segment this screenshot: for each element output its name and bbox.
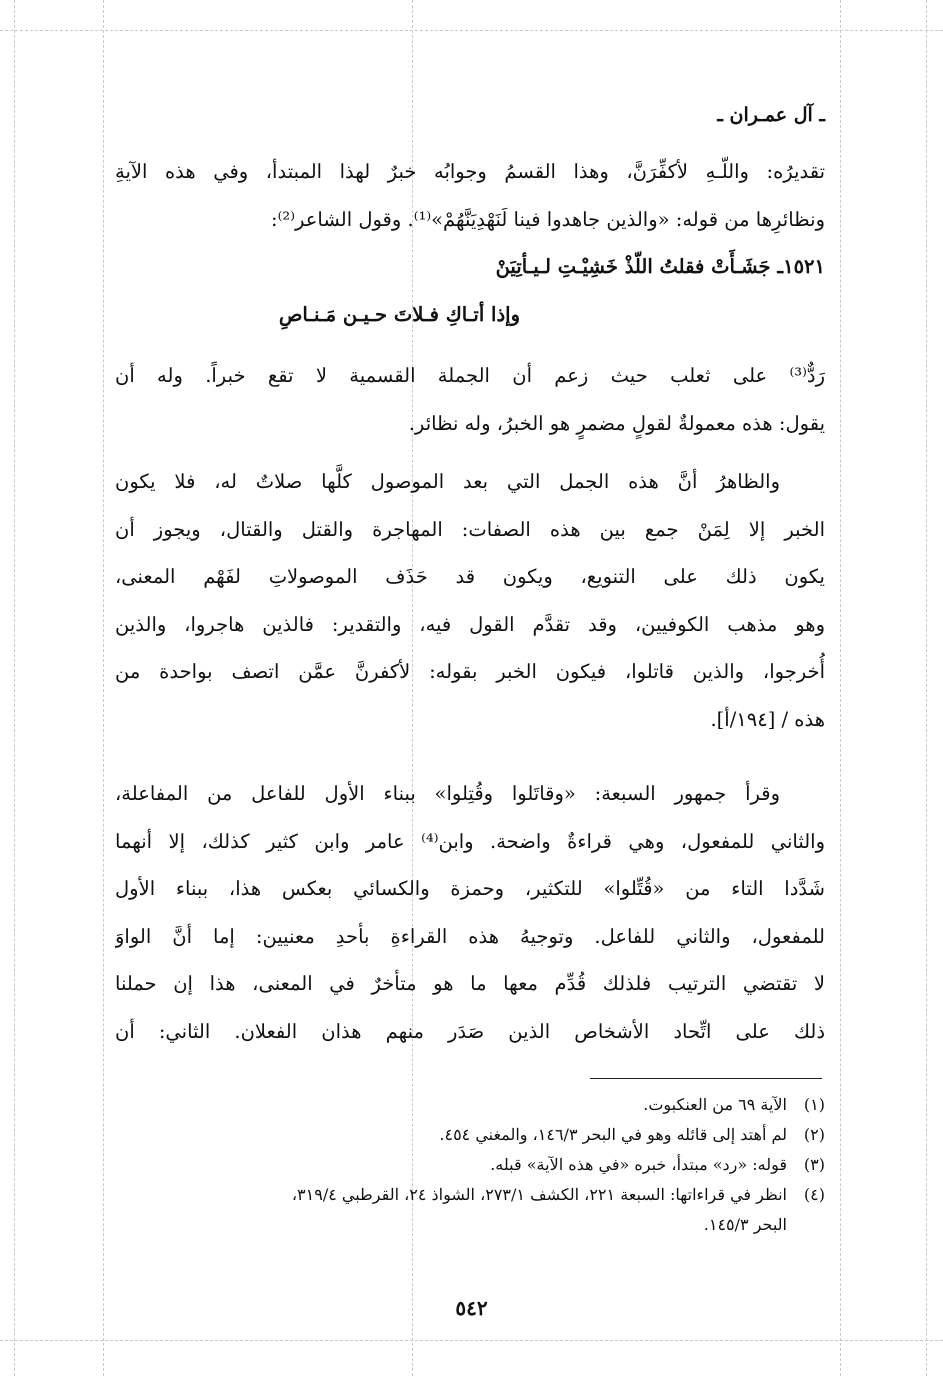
text-line: ذلك على اتِّحاد الأشخاص الذين صَدَر منهم هذان الفعلان. الثاني: أن [115, 1019, 825, 1043]
crop-guide-right [926, 0, 927, 1376]
paragraph-1 [115, 148, 825, 243]
footnote-number: (٣) [803, 1155, 825, 1174]
verse-hemistich-1: جَشَـأَتْ فقلتُ اللّذْ خَشِيْـتِ لـيـأتِيَنْ [495, 255, 771, 278]
footnote-number: (١) [803, 1095, 825, 1114]
footnote-text: قوله: «رد» مبتدأ، خبره «في هذه الآية» قبله. [490, 1155, 787, 1174]
text-line: والظاهرُ أنَّ هذه الجمل التي بعد الموصول كلَّها صلاتٌ له، فلا يكون [115, 470, 780, 493]
footnote-text: الآية ٦٩ من العنكبوت. [643, 1095, 787, 1114]
footnote-text: انظر في قراءاتها: السبعة ٢٢١، الكشف ٢٧٣/١، الشواذ ٢٤، القرطبي ٣١٩/٤، [291, 1185, 787, 1204]
footnote-text: لم أهتد إلى قائله وهو في البحر ١٤٦/٣، والمغني ٤٥٤. [439, 1125, 787, 1144]
text-line: للمفعول، والثاني للفاعل. وتوجيهُ هذه القراءةِ بأحدِ معنيين: إما أنَّ الواوَ [115, 924, 825, 948]
verse-block [115, 243, 825, 338]
text-line: أُخرجوا، والذين قاتلوا، فيكون الخبر بقوله: لأكفرنَّ عمَّن اتصف بواحدة من [115, 660, 825, 683]
text-line: لا تقتضي الترتيب فلذلك قُدِّم معها ما هو متأخرٌ في المعنى، هذا إن حملنا [115, 972, 825, 995]
text-line: وهو مذهب الكوفيين، وقد تقدَّم القول فيه، والتقدير: فالذين هاجروا، والذين [115, 612, 825, 636]
crop-guide-bottom [0, 1340, 943, 1341]
footnote-2 [100, 1120, 825, 1150]
footnote-3 [100, 1150, 825, 1180]
running-header: ـ آل عمـران ـ [717, 104, 825, 126]
paragraph-4 [115, 770, 825, 1055]
verse-line-2 [115, 291, 825, 339]
footnote-4-continuation: البحر ١٤٥/٣. [703, 1215, 787, 1234]
crop-guide-top [0, 30, 943, 31]
text-line: الخبر إلا لِمَنْ جمع بين هذه الصفات: المهاجرة والقتل والقتال، ويجوز أن [115, 517, 825, 541]
footnote-separator [590, 1078, 822, 1079]
verse-hemistich-2: وإذا أتـاكِ فـلاتَ حـيـن مَـنـاصِ [278, 302, 520, 326]
verse-number: ١٥٢١ـ [777, 255, 825, 278]
text-line: رَدٌّ⁽³⁾ على ثعلب حيث زعم أن الجملة القسمية لا تقع خبراً. وله أن [115, 364, 825, 387]
footnote-4 [100, 1180, 825, 1210]
footnote-1 [100, 1090, 825, 1120]
footnote-number: (٤) [803, 1185, 825, 1204]
paragraph-2 [115, 352, 825, 447]
text-line: يكون ذلك على التنويع، ويكون قد حَذَف الموصولاتِ لفَهْم المعنى، [115, 565, 825, 588]
footnotes [100, 1090, 825, 1240]
page-number: ٥٤٢ [455, 1296, 488, 1320]
text-line: يقول: هذه معمولةٌ لقولٍ مضمرٍ هو الخبرُ، وله نظائر. [408, 411, 825, 435]
text-line: شَدَّدا التاء من «قُتِّلوا» للتكثير، وحمزة والكسائي بعكس هذا، ببناء الأول [115, 877, 825, 900]
text-line: هذه / [١٩٤/أ]. [710, 707, 825, 731]
text-line: ونظائرِها من قوله: «والذين جاهدوا فينا لَنَهْدِيَنَّهُمْ»⁽¹⁾. وقول الشاعر⁽²⁾: [271, 207, 825, 231]
text-line: والثاني للمفعول، وهي قراءةٌ واضحة. وابن⁽⁴⁾ عامر وابن كثير كذلك، إلا أنهما [115, 829, 825, 853]
crop-guide-left [14, 0, 15, 1376]
verse-line-1 [115, 243, 825, 291]
margin-guide-right [840, 0, 841, 1376]
paragraph-3 [115, 458, 825, 743]
text-line: وقرأ جمهور السبعة: «وقاتَلوا وقُتِلوا» ببناء الأول للفاعل من المفاعلة، [115, 782, 780, 805]
footnote-number: (٢) [803, 1125, 825, 1144]
text-line: تقديرُه: واللّـهِ لأكفِّرَنَّ، وهذا القسمُ وجوابُه خبرٌ لهذا المبتدأ، وفي هذه الآيةِ [115, 160, 825, 183]
